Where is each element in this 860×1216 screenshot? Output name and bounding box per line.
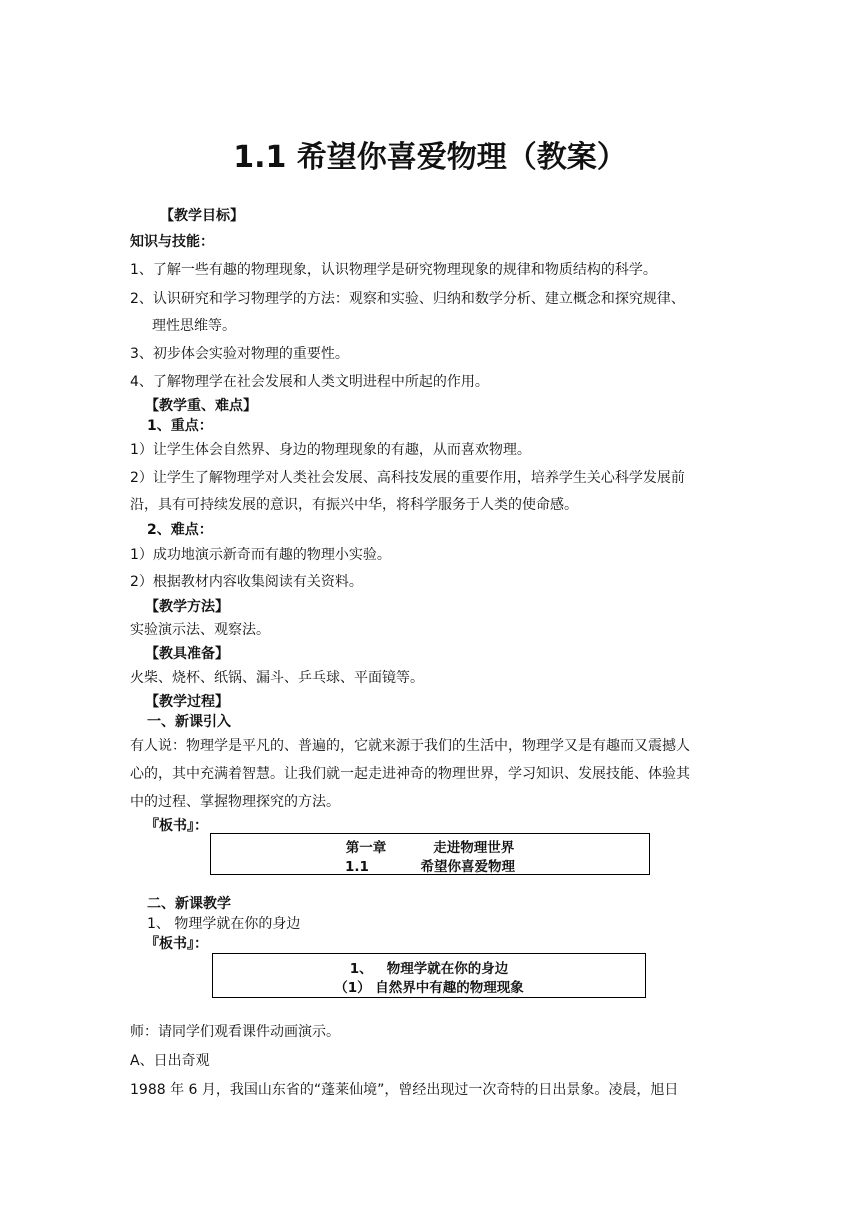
teaching-heading: 二、新课教学 xyxy=(147,896,231,912)
board-line: （1） 自然界中有趣的物理现象 xyxy=(334,980,524,996)
focus-item: 沿，具有可持续发展的意识，有振兴中华，将科学服务于人类的使命感。 xyxy=(130,497,578,513)
tools-heading: 【教具准备】 xyxy=(145,646,229,662)
method-text: 实验演示法、观察法。 xyxy=(130,622,270,638)
board-label: 『板书』： xyxy=(145,936,208,952)
method-heading: 【教学方法】 xyxy=(145,599,229,615)
intro-heading: 一、新课引入 xyxy=(147,714,231,730)
keypoints-heading: 【教学重、难点】 xyxy=(145,398,257,414)
objective-item: 3、初步体会实验对物理的重要性。 xyxy=(130,346,349,362)
teacher-line: 师：请同学们观看课件动画演示。 xyxy=(130,1024,340,1040)
objectives-heading: 【教学目标】 xyxy=(160,208,244,224)
objective-item: 4、了解物理学在社会发展和人类文明进程中所起的作用。 xyxy=(130,374,489,390)
board-line: 第一章 走进物理世界 xyxy=(345,840,515,856)
objective-item: 1、了解一些有趣的物理现象，认识物理学是研究物理现象的规律和物质结构的科学。 xyxy=(130,262,657,278)
board-label: 『板书』： xyxy=(145,818,208,834)
item-a: A、日出奇观 xyxy=(130,1053,210,1069)
teaching-sub: 1、 物理学就在你的身边 xyxy=(147,916,301,932)
objective-item: 理性思维等。 xyxy=(152,318,236,334)
intro-line: 有人说：物理学是平凡的、普遍的，它就来源于我们的生活中，物理学又是有趣而又震撼人 xyxy=(130,738,690,754)
tools-text: 火柴、烧杯、纸锅、漏斗、乒乓球、平面镜等。 xyxy=(130,670,424,686)
board-line: 1、 物理学就在你的身边 xyxy=(349,961,509,977)
focus-item: 2）让学生了解物理学对人类社会发展、高科技发展的重要作用，培养学生关心科学发展前 xyxy=(130,470,685,486)
difficulty-item: 1）成功地演示新奇而有趣的物理小实验。 xyxy=(130,547,391,563)
focus-item: 1）让学生体会自然界、身边的物理现象的有趣，从而喜欢物理。 xyxy=(130,442,531,458)
intro-line: 中的过程、掌握物理探究的方法。 xyxy=(130,794,340,810)
board-line: 1.1 希望你喜爱物理 xyxy=(344,859,516,875)
difficulty-item: 2）根据教材内容收集阅读有关资料。 xyxy=(130,574,363,590)
page-title: 1.1 希望你喜爱物理（教案） xyxy=(233,140,627,175)
difficulty-label: 2、难点： xyxy=(147,522,213,538)
body-line: 1988 年 6 月，我国山东省的“蓬莱仙境”，曾经出现过一次奇特的日出景象。凌晨，旭日 xyxy=(130,1082,679,1098)
process-heading: 【教学过程】 xyxy=(145,694,229,710)
objectives-subheading: 知识与技能： xyxy=(130,234,214,250)
focus-label: 1、重点： xyxy=(147,418,213,434)
objective-item: 2、认识研究和学习物理学的方法：观察和实验、归纳和数学分析、建立概念和探究规律、 xyxy=(130,291,685,307)
board-box xyxy=(210,833,650,875)
board-box xyxy=(212,953,646,998)
intro-line: 心的，其中充满着智慧。让我们就一起走进神奇的物理世界，学习知识、发展技能、体验其 xyxy=(130,766,690,782)
